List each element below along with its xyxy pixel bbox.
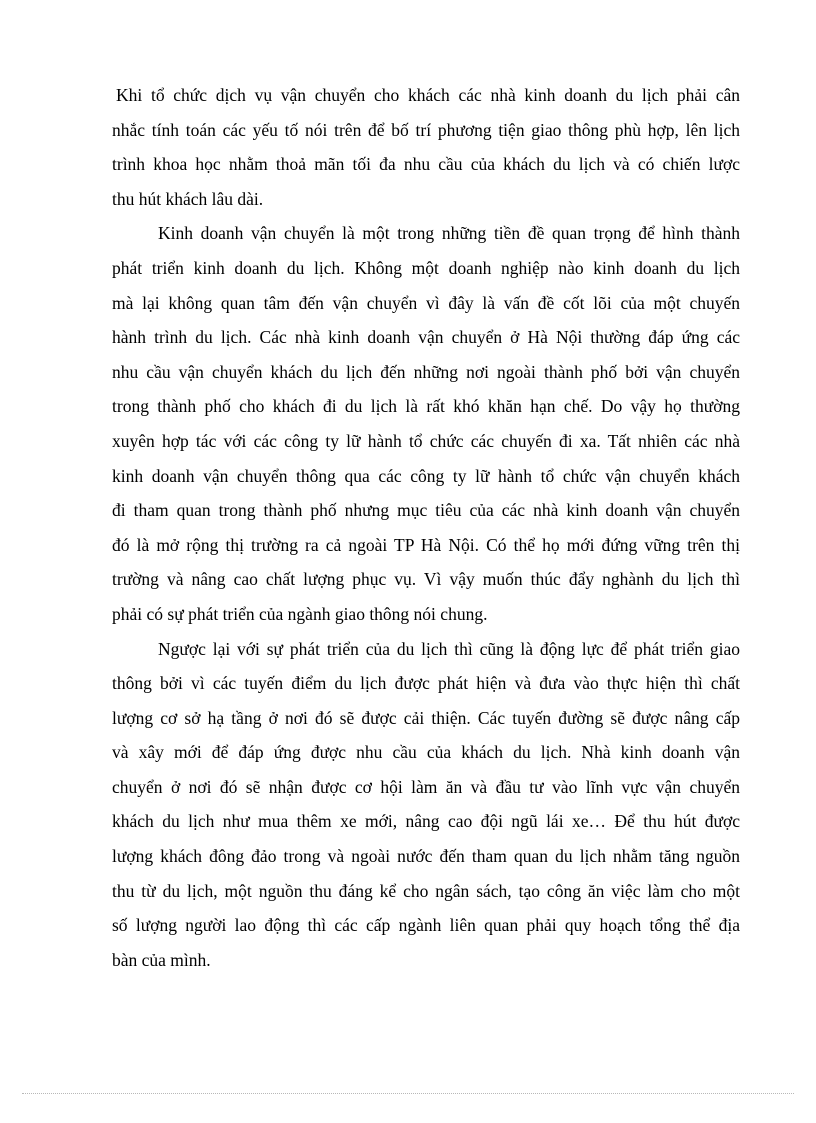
text-line: và xây mới để đáp ứng được nhu cầu của khách du lịch. Nhà kinh doanh vận (112, 742, 740, 763)
paragraph-1 (112, 78, 740, 216)
text-line: trường và nâng cao chất lượng phục vụ. Vì vậy muốn thúc đẩy nghành du lịch thì (112, 569, 740, 590)
text-line: lượng khách đông đảo trong và ngoài nước đến tham quan du lịch nhằm tăng nguồn (112, 846, 740, 867)
text-line: hành trình du lịch. Các nhà kinh doanh vận chuyển ở Hà Nội thường đáp ứng các (112, 327, 740, 348)
text-line: thu từ du lịch, một nguồn thu đáng kể cho ngân sách, tạo công ăn việc làm cho một (112, 880, 740, 901)
text-line: Kinh doanh vận chuyển là một trong những tiền đề quan trọng để hình thành (158, 223, 740, 244)
text-line: đi tham quan trong thành phố nhưng mục tiêu của các nhà kinh doanh vận chuyển (112, 500, 740, 521)
text-line: trong thành phố cho khách đi du lịch là rất khó khăn hạn chế. Do vậy họ thường (112, 396, 740, 417)
paragraph-3 (112, 632, 740, 978)
text-line: trình khoa học nhằm thoả mãn tối đa nhu cầu của khách du lịch và có chiến lược (112, 154, 740, 175)
text-line: nhắc tính toán các yếu tố nói trên để bố trí phương tiện giao thông phù hợp, lên lịch (112, 119, 740, 140)
text-line: số lượng người lao động thì các cấp ngành liên quan phải quy hoạch tổng thể địa (112, 915, 740, 936)
text-line: mà lại không quan tâm đến vận chuyển vì đây là vấn đề cốt lõi của một chuyến (112, 292, 740, 313)
text-line: Ngược lại với sự phát triển của du lịch thì cũng là động lực để phát triển giao (158, 638, 740, 659)
text-line: chuyển ở nơi đó sẽ nhận được cơ hội làm ăn và đầu tư vào lĩnh vực vận chuyển (112, 776, 740, 797)
text-line: xuyên hợp tác với các công ty lữ hành tổ chức các chuyến đi xa. Tất nhiên các nhà (112, 430, 740, 451)
text-line: đó là mở rộng thị trường ra cả ngoài TP Hà Nội. Có thể họ mới đứng vững trên thị (112, 534, 740, 555)
text-line: kinh doanh vận chuyển thông qua các công ty lữ hành tổ chức vận chuyển khách (112, 465, 740, 486)
text-line: thu hút khách lâu dài. (112, 188, 264, 209)
document-page (112, 78, 740, 977)
text-line: lượng cơ sở hạ tầng ở nơi đó sẽ được cải thiện. Các tuyến đường sẽ được nâng cấp (112, 707, 740, 728)
text-line: phải có sự phát triển của ngành giao thông nói chung. (112, 603, 488, 624)
footer-divider (22, 1093, 794, 1094)
text-line: phát triển kinh doanh du lịch. Không một doanh nghiệp nào kinh doanh du lịch (112, 257, 740, 278)
text-line: thông bởi vì các tuyến điểm du lịch được phát hiện và đưa vào thực hiện thì chất (112, 673, 740, 694)
text-line: bàn của mình. (112, 949, 211, 970)
paragraph-2 (112, 216, 740, 631)
text-line: nhu cầu vận chuyển khách du lịch đến những nơi ngoài thành phố bởi vận chuyển (112, 361, 740, 382)
text-line: Khi tổ chức dịch vụ vận chuyển cho khách các nhà kinh doanh du lịch phải cân (116, 85, 740, 105)
text-line: khách du lịch như mua thêm xe mới, nâng cao đội ngũ lái xe… Để thu hút được (112, 811, 740, 832)
